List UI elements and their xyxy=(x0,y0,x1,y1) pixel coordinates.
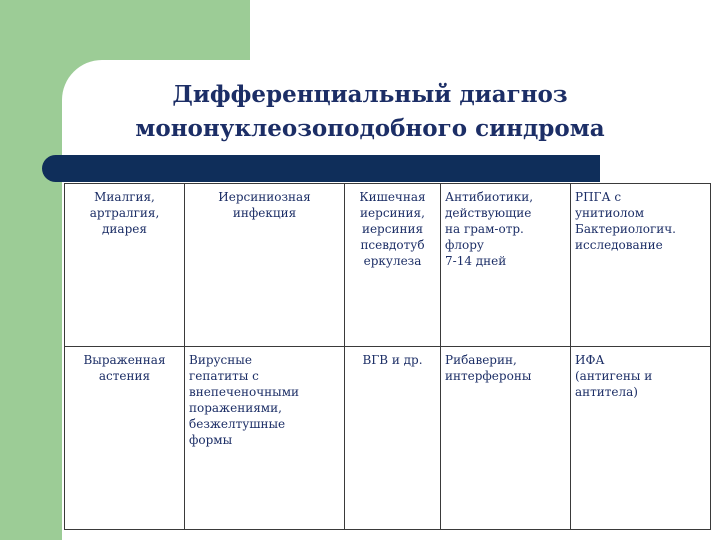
table-cell-form xyxy=(345,347,441,530)
cell-text-line: РПГА с xyxy=(575,190,622,204)
table-cell-diagnostics xyxy=(571,347,711,530)
table-cell-disease xyxy=(185,347,345,530)
cell-text-line: гепатиты с xyxy=(189,369,259,383)
cell-text-line: исследование xyxy=(575,238,663,252)
cell-text-line: ИФА xyxy=(575,353,605,367)
cell-text-line: внепеченочными xyxy=(189,385,300,399)
cell-text-line: флору xyxy=(445,238,484,252)
cell-text-line: инфекция xyxy=(232,206,297,220)
cell-text-line: иерсиния, xyxy=(360,206,425,220)
cell-text-line: Антибиотики, xyxy=(445,190,534,204)
cell-text-line: на грам-отр. xyxy=(445,222,524,236)
cell-text-line: астения xyxy=(98,369,151,383)
table-cell-symptom xyxy=(65,184,185,347)
table-cell-diagnostics xyxy=(571,184,711,347)
table-cell-disease xyxy=(185,184,345,347)
table-cell-symptom xyxy=(65,347,185,530)
cell-text-line: артралгия, xyxy=(89,206,160,220)
cell-text-line: унитиолом xyxy=(575,206,645,220)
cell-text-line: Вирусные xyxy=(189,353,252,367)
cell-text-line: поражениями, xyxy=(189,401,282,415)
title-line-2: мононуклеозоподобного синдрома xyxy=(135,115,605,142)
cell-text-line: Бактериологич. xyxy=(575,222,676,236)
cell-text-line: интерфероны xyxy=(445,369,532,383)
cell-text-line: диарея xyxy=(102,222,147,236)
cell-text-line: Иерсиниозная xyxy=(218,190,311,204)
cell-text-line: (антигены и xyxy=(575,369,653,383)
cell-text-line: Миалгия, xyxy=(94,190,155,204)
cell-text-line: формы xyxy=(189,433,233,447)
cell-text-line: антитела) xyxy=(575,385,638,399)
cell-text-line: безжелтушные xyxy=(189,417,286,431)
cell-text-line: Кишечная xyxy=(359,190,426,204)
cell-text-line: 7-14 дней xyxy=(445,254,507,268)
cell-text-line: еркулеза xyxy=(363,254,422,268)
differential-diagnosis-table xyxy=(64,183,711,530)
cell-text-line: иерсиния xyxy=(361,222,424,236)
cell-text-line: псевдотуб xyxy=(360,238,425,252)
cell-text-line: Выраженная xyxy=(83,353,166,367)
title-divider-bar xyxy=(42,155,600,182)
table-cell-treatment xyxy=(441,184,571,347)
title-line-1: Дифференциальный диагноз xyxy=(172,81,568,108)
table-cell-treatment xyxy=(441,347,571,530)
table-row xyxy=(65,347,711,530)
cell-text-line: Рибаверин, xyxy=(445,353,517,367)
table-cell-form xyxy=(345,184,441,347)
cell-text-line: ВГВ и др. xyxy=(362,353,423,367)
cell-text-line: действующие xyxy=(445,206,532,220)
slide-title xyxy=(80,78,660,146)
table-row xyxy=(65,184,711,347)
